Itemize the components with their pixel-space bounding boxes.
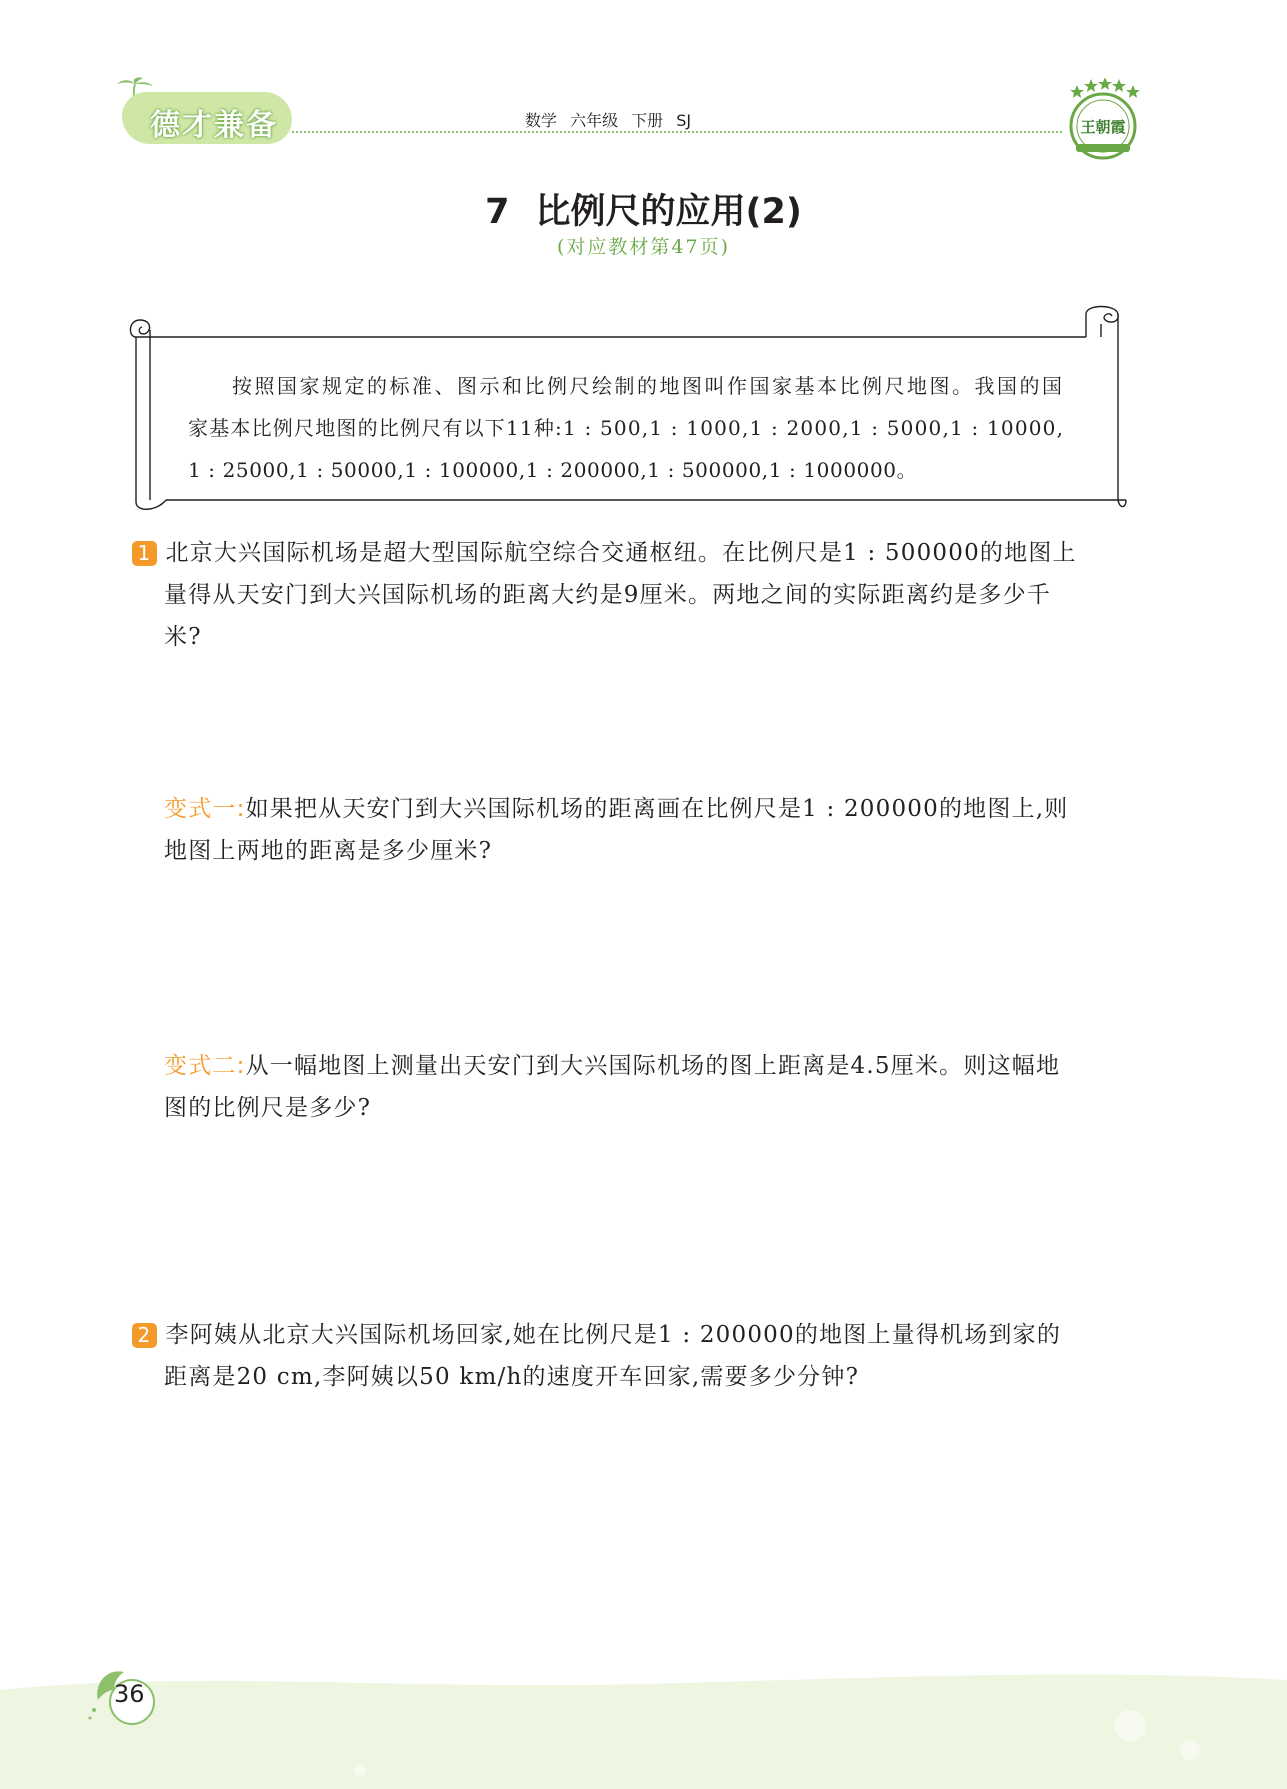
variant-text: 地图上两地的距离是多少厘米? — [164, 838, 493, 864]
variant-1 — [164, 788, 1134, 872]
question-number-badge: 1 — [132, 541, 157, 566]
lesson-title: 比例尺的应用(2) — [535, 192, 802, 232]
page-title — [0, 184, 1287, 234]
page-number: 36 — [114, 1680, 145, 1708]
question-number-badge: 2 — [132, 1323, 157, 1348]
question-text: 北京大兴国际机场是超大型国际航空综合交通枢纽。在比例尺是1 : 500000的地图上 — [165, 540, 1077, 566]
header-divider — [292, 131, 1062, 133]
variant-2 — [164, 1045, 1134, 1129]
question-2 — [132, 1314, 1132, 1398]
svg-text:王朝霞: 王朝霞 — [1080, 118, 1126, 136]
variant-text: 图的比例尺是多少? — [164, 1095, 372, 1121]
variant-text: 从一幅地图上测量出天安门到大兴国际机场的图上距离是4.5厘米。则这幅地 — [245, 1053, 1061, 1079]
question-text: 米? — [164, 624, 202, 650]
textbook-reference: (对应教材第47页) — [556, 236, 730, 258]
question-1 — [132, 532, 1132, 658]
brand-title: 德才兼备 — [150, 108, 278, 143]
question-text: 量得从天安门到大兴国际机场的距离大约是9厘米。两地之间的实际距离约是多少千 — [164, 582, 1052, 608]
intro-line: 按照国家规定的标准、图示和比例尺绘制的地图叫作国家基本比例尺地图。我国的国 — [232, 374, 1065, 398]
lesson-number: 7 — [485, 192, 510, 232]
intro-text — [188, 365, 1116, 491]
author-seal-logo — [1062, 78, 1144, 164]
footer-wave — [0, 1660, 1287, 1789]
question-text: 距离是20 cm,李阿姨以50 km/h的速度开车回家,需要多少分钟? — [164, 1364, 860, 1390]
variant-label: 变式一: — [164, 796, 246, 822]
variant-text: 如果把从天安门到大兴国际机场的距离画在比例尺是1 : 200000的地图上,则 — [245, 796, 1069, 822]
question-text: 李阿姨从北京大兴国际机场回家,她在比例尺是1 : 200000的地图上量得机场到家的 — [165, 1322, 1062, 1348]
intro-line: 家基本比例尺地图的比例尺有以下11种:1 : 500,1 : 1000,1 : 2000,1 : 5000,1 : 10000, — [188, 416, 1065, 440]
variant-label: 变式二: — [164, 1053, 246, 1079]
book-info: 数学 六年级 下册 SJ — [525, 111, 692, 130]
intro-line: 1 : 25000,1 : 50000,1 : 100000,1 : 200000,1 : 500000,1 : 1000000。 — [188, 458, 918, 482]
